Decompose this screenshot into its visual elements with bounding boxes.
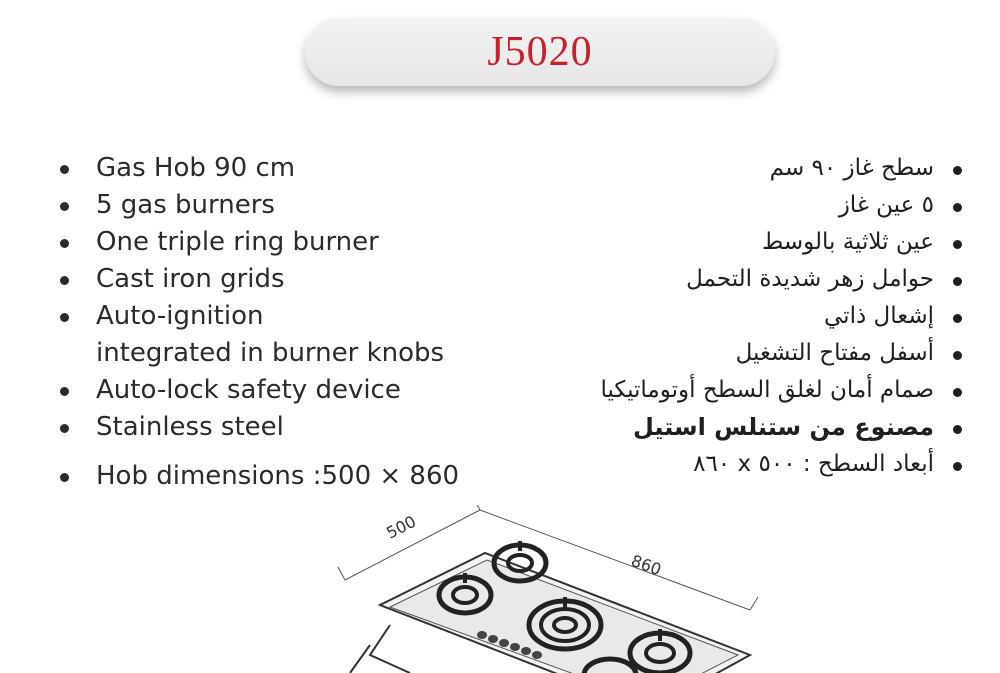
- feature-item-ar: عين ثلاثية بالوسط: [524, 224, 974, 261]
- feature-text: Hob dimensions :500 × 860: [96, 461, 460, 491]
- feature-text: Cast iron grids: [96, 264, 285, 294]
- feature-item-ar: ٥ عين غاز: [524, 187, 974, 224]
- feature-item-ar: سطح غاز ٩٠ سم: [524, 150, 974, 187]
- feature-text: Stainless steel: [96, 412, 284, 442]
- feature-item-ar: إشعال ذاتي: [524, 298, 974, 335]
- features-list-arabic: [524, 150, 974, 483]
- model-title: J5020: [487, 29, 593, 75]
- feature-item: [56, 409, 516, 446]
- feature-item: [56, 298, 516, 372]
- model-title-banner: [305, 18, 775, 86]
- feature-item: [56, 187, 516, 224]
- feature-item-ar: صمام أمان لغلق السطح أوتوماتيكيا: [524, 372, 974, 409]
- feature-item: [56, 261, 516, 298]
- feature-text: 5 gas burners: [96, 190, 275, 220]
- feature-text: Gas Hob 90 cm: [96, 153, 296, 183]
- hob-dimension-drawing: [330, 505, 770, 673]
- feature-text-continued: integrated in burner knobs: [96, 338, 445, 368]
- feature-item-ar: أسفل مفتاح التشغيل: [524, 335, 974, 372]
- feature-item: [56, 458, 516, 495]
- feature-item-ar: مصنوع من ستنلس استيل: [524, 409, 974, 446]
- feature-item: [56, 372, 516, 409]
- features-list-english: [56, 150, 516, 495]
- feature-item: [56, 150, 516, 187]
- feature-item-ar: أبعاد السطح : ٥٠٠ x ٨٦٠: [524, 446, 974, 483]
- depth-dimension-label: 500: [383, 511, 420, 543]
- feature-item: [56, 224, 516, 261]
- feature-text: One triple ring burner: [96, 227, 379, 257]
- width-dimension-label: 860: [628, 550, 664, 580]
- feature-text: Auto-ignition: [96, 301, 264, 331]
- feature-item-ar: حوامل زهر شديدة التحمل: [524, 261, 974, 298]
- feature-text: Auto-lock safety device: [96, 375, 401, 405]
